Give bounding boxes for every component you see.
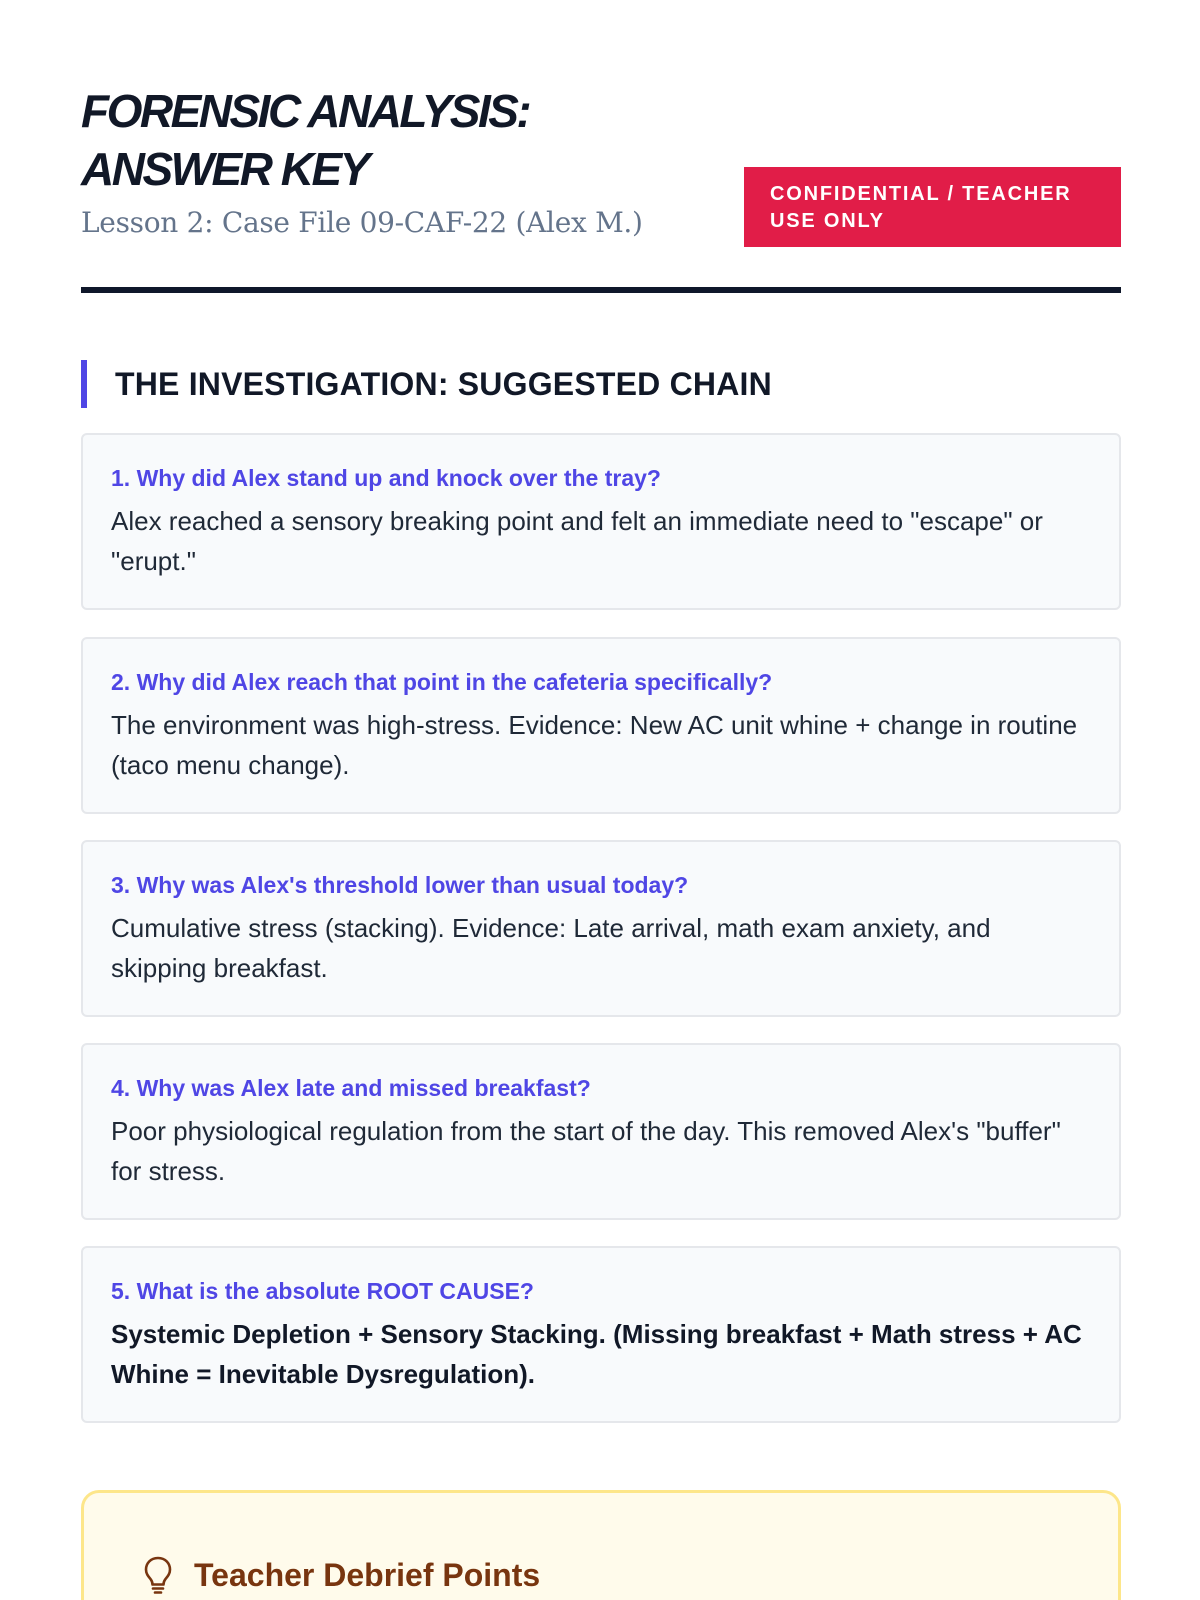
section-heading: [81, 360, 1121, 408]
chain-card-1: [81, 433, 1121, 610]
chain-question: 1. Why did Alex stand up and knock over the tray?: [111, 465, 661, 491]
chain-question: 2. Why did Alex reach that point in the cafeteria specifically?: [111, 669, 773, 695]
teacher-debrief-panel: [81, 1490, 1121, 1600]
section-title: THE INVESTIGATION: SUGGESTED CHAIN: [115, 366, 772, 402]
chain-answer: Cumulative stress (stacking). Evidence: Late arrival, math exam anxiety, and skipping breakfast.: [111, 913, 991, 983]
confidential-badge: CONFIDENTIAL / TEACHER USE ONLY: [744, 167, 1121, 247]
chain-question: 3. Why was Alex's threshold lower than usual today?: [111, 872, 689, 898]
page-title: [81, 82, 721, 198]
chain-card-2: [81, 637, 1121, 814]
chain-card-3: [81, 840, 1121, 1017]
title-line-1: FORENSIC ANALYSIS:: [81, 85, 530, 137]
chain-question: 4. Why was Alex late and missed breakfast?: [111, 1075, 591, 1101]
chain-answer: Poor physiological regulation from the start of the day. This removed Alex's "buffer" for stress.: [111, 1116, 1061, 1186]
section-accent-bar: [81, 360, 87, 408]
page-header: [81, 0, 1121, 296]
title-line-2: ANSWER KEY: [81, 143, 368, 195]
answer-key-page: [81, 0, 1121, 1593]
debrief-title: Teacher Debrief Points: [194, 1557, 541, 1593]
header-divider: [81, 287, 1121, 293]
root-cause-answer: Systemic Depletion + Sensory Stacking. (Missing breakfast + Math stress + AC Whine = Inevitable Dysregulation).: [111, 1319, 1082, 1389]
lightbulb-icon: [142, 1555, 174, 1595]
chain-answer: The environment was high-stress. Evidence: New AC unit whine + change in routine (taco menu change).: [111, 710, 1078, 780]
chain-answer: Alex reached a sensory breaking point and felt an immediate need to "escape" or "erupt.": [111, 506, 1043, 576]
case-subtitle: Lesson 2: Case File 09-CAF-22 (Alex M.): [81, 206, 643, 239]
chain-question: 5. What is the absolute ROOT CAUSE?: [111, 1278, 534, 1304]
chain-card-5-root-cause: [81, 1246, 1121, 1423]
chain-card-4: [81, 1043, 1121, 1220]
